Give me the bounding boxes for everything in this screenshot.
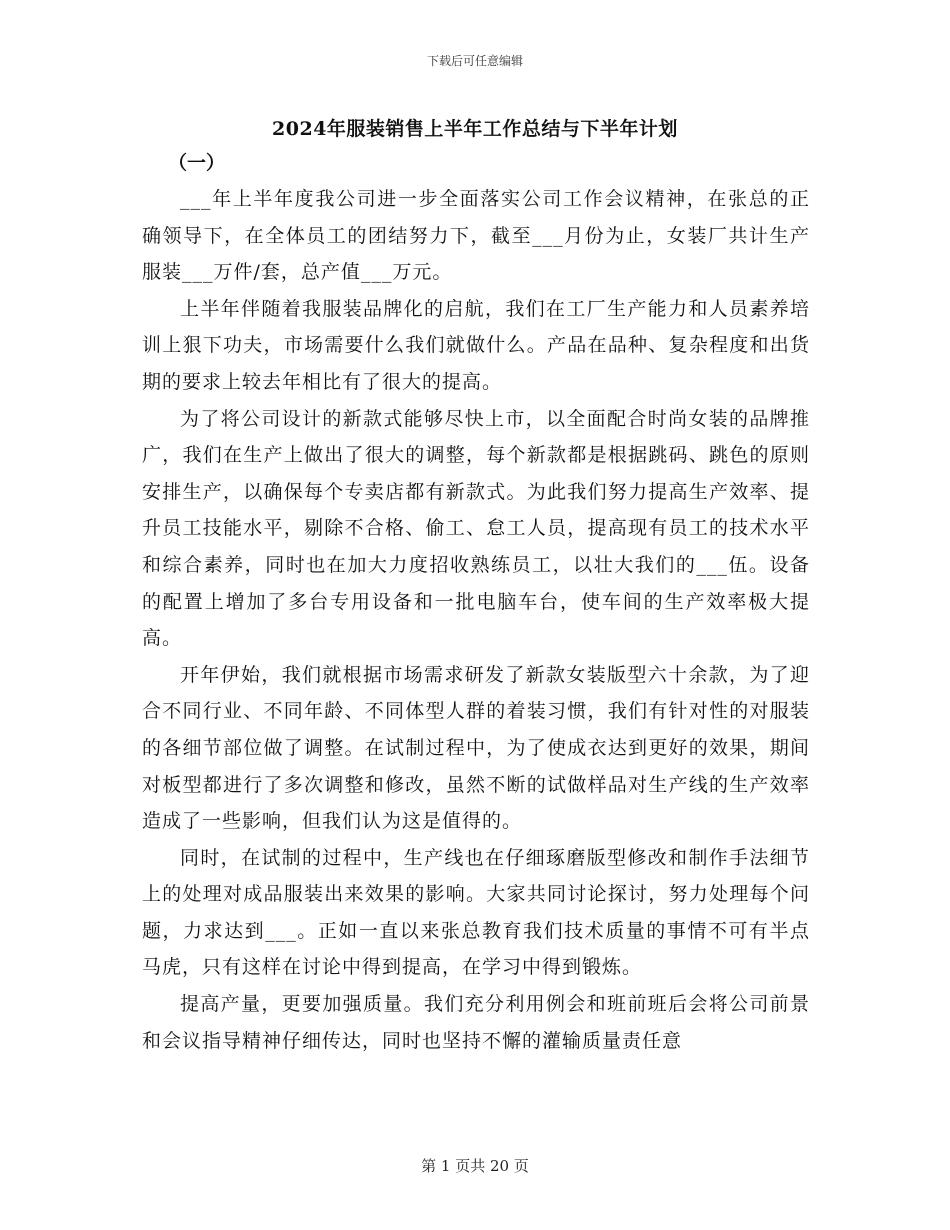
paragraph: 提高产量，更要加强质量。我们充分利用例会和班前班后会将公司前景和会议指导精神仔细传达，同时也坚持不懈的灌输质量责任意 bbox=[142, 993, 810, 1052]
page-number: 第 1 页共 20 页 bbox=[421, 1157, 529, 1175]
page-header-note: 下载后可任意编辑 bbox=[426, 54, 523, 68]
document-title: 2024年服装销售上半年工作总结与下半年计划 bbox=[272, 118, 678, 140]
paragraph: 同时，在试制的过程中，生产线也在仔细琢磨版型修改和制作手法细节上的处理对成品服装出来效果的影响。大家共同讨论探讨，努力处理每个问题，力求达到___。正如一直以来张总教育我们技术质量的事情不可有半点马虎，只有这样在讨论中得到提高，在学习中得到锻炼。 bbox=[142, 846, 810, 979]
paragraph: 开年伊始，我们就根据市场需求研发了新款女装版型六十余款，为了迎合不同行业、不同年龄、不同体型人群的着装习惯，我们有针对性的对服装的各细节部位做了调整。在试制过程中，为了使成衣达到更好的效果，期间对板型都进行了多次调整和修改，虽然不断的试做样品对生产线的生产效率造成了一些影响，但我们认为这是值得的。 bbox=[142, 663, 810, 833]
paragraph: 上半年伴随着我服装品牌化的启航，我们在工厂生产能力和人员素养培训上狠下功夫，市场需要什么我们就做什么。产品在品种、复杂程度和出货期的要求上较去年相比有了很大的提高。 bbox=[142, 297, 810, 393]
paragraph: ___年上半年度我公司进一步全面落实公司工作会议精神，在张总的正确领导下，在全体员工的团结努力下，截至___月份为止，女装厂共计生产服装___万件/套，总产值___万元。 bbox=[142, 188, 810, 284]
section-number: （一） bbox=[168, 152, 226, 174]
document-body bbox=[142, 181, 810, 1059]
paragraph: 为了将公司设计的新款式能够尽快上市，以全面配合时尚女装的品牌推广，我们在生产上做出了很大的调整，每个新款都是根据跳码、跳色的原则安排生产，以确保每个专卖店都有新款式。为此我们努力提高生产效率、提升员工技能水平，剔除不合格、偷工、怠工人员，提高现有员工的技术水平和综合素养，同时也在加大力度招收熟练员工，以壮大我们的___伍。设备的配置上增加了多台专用设备和一批电脑车台，使车间的生产效率极大提高。 bbox=[142, 407, 810, 650]
